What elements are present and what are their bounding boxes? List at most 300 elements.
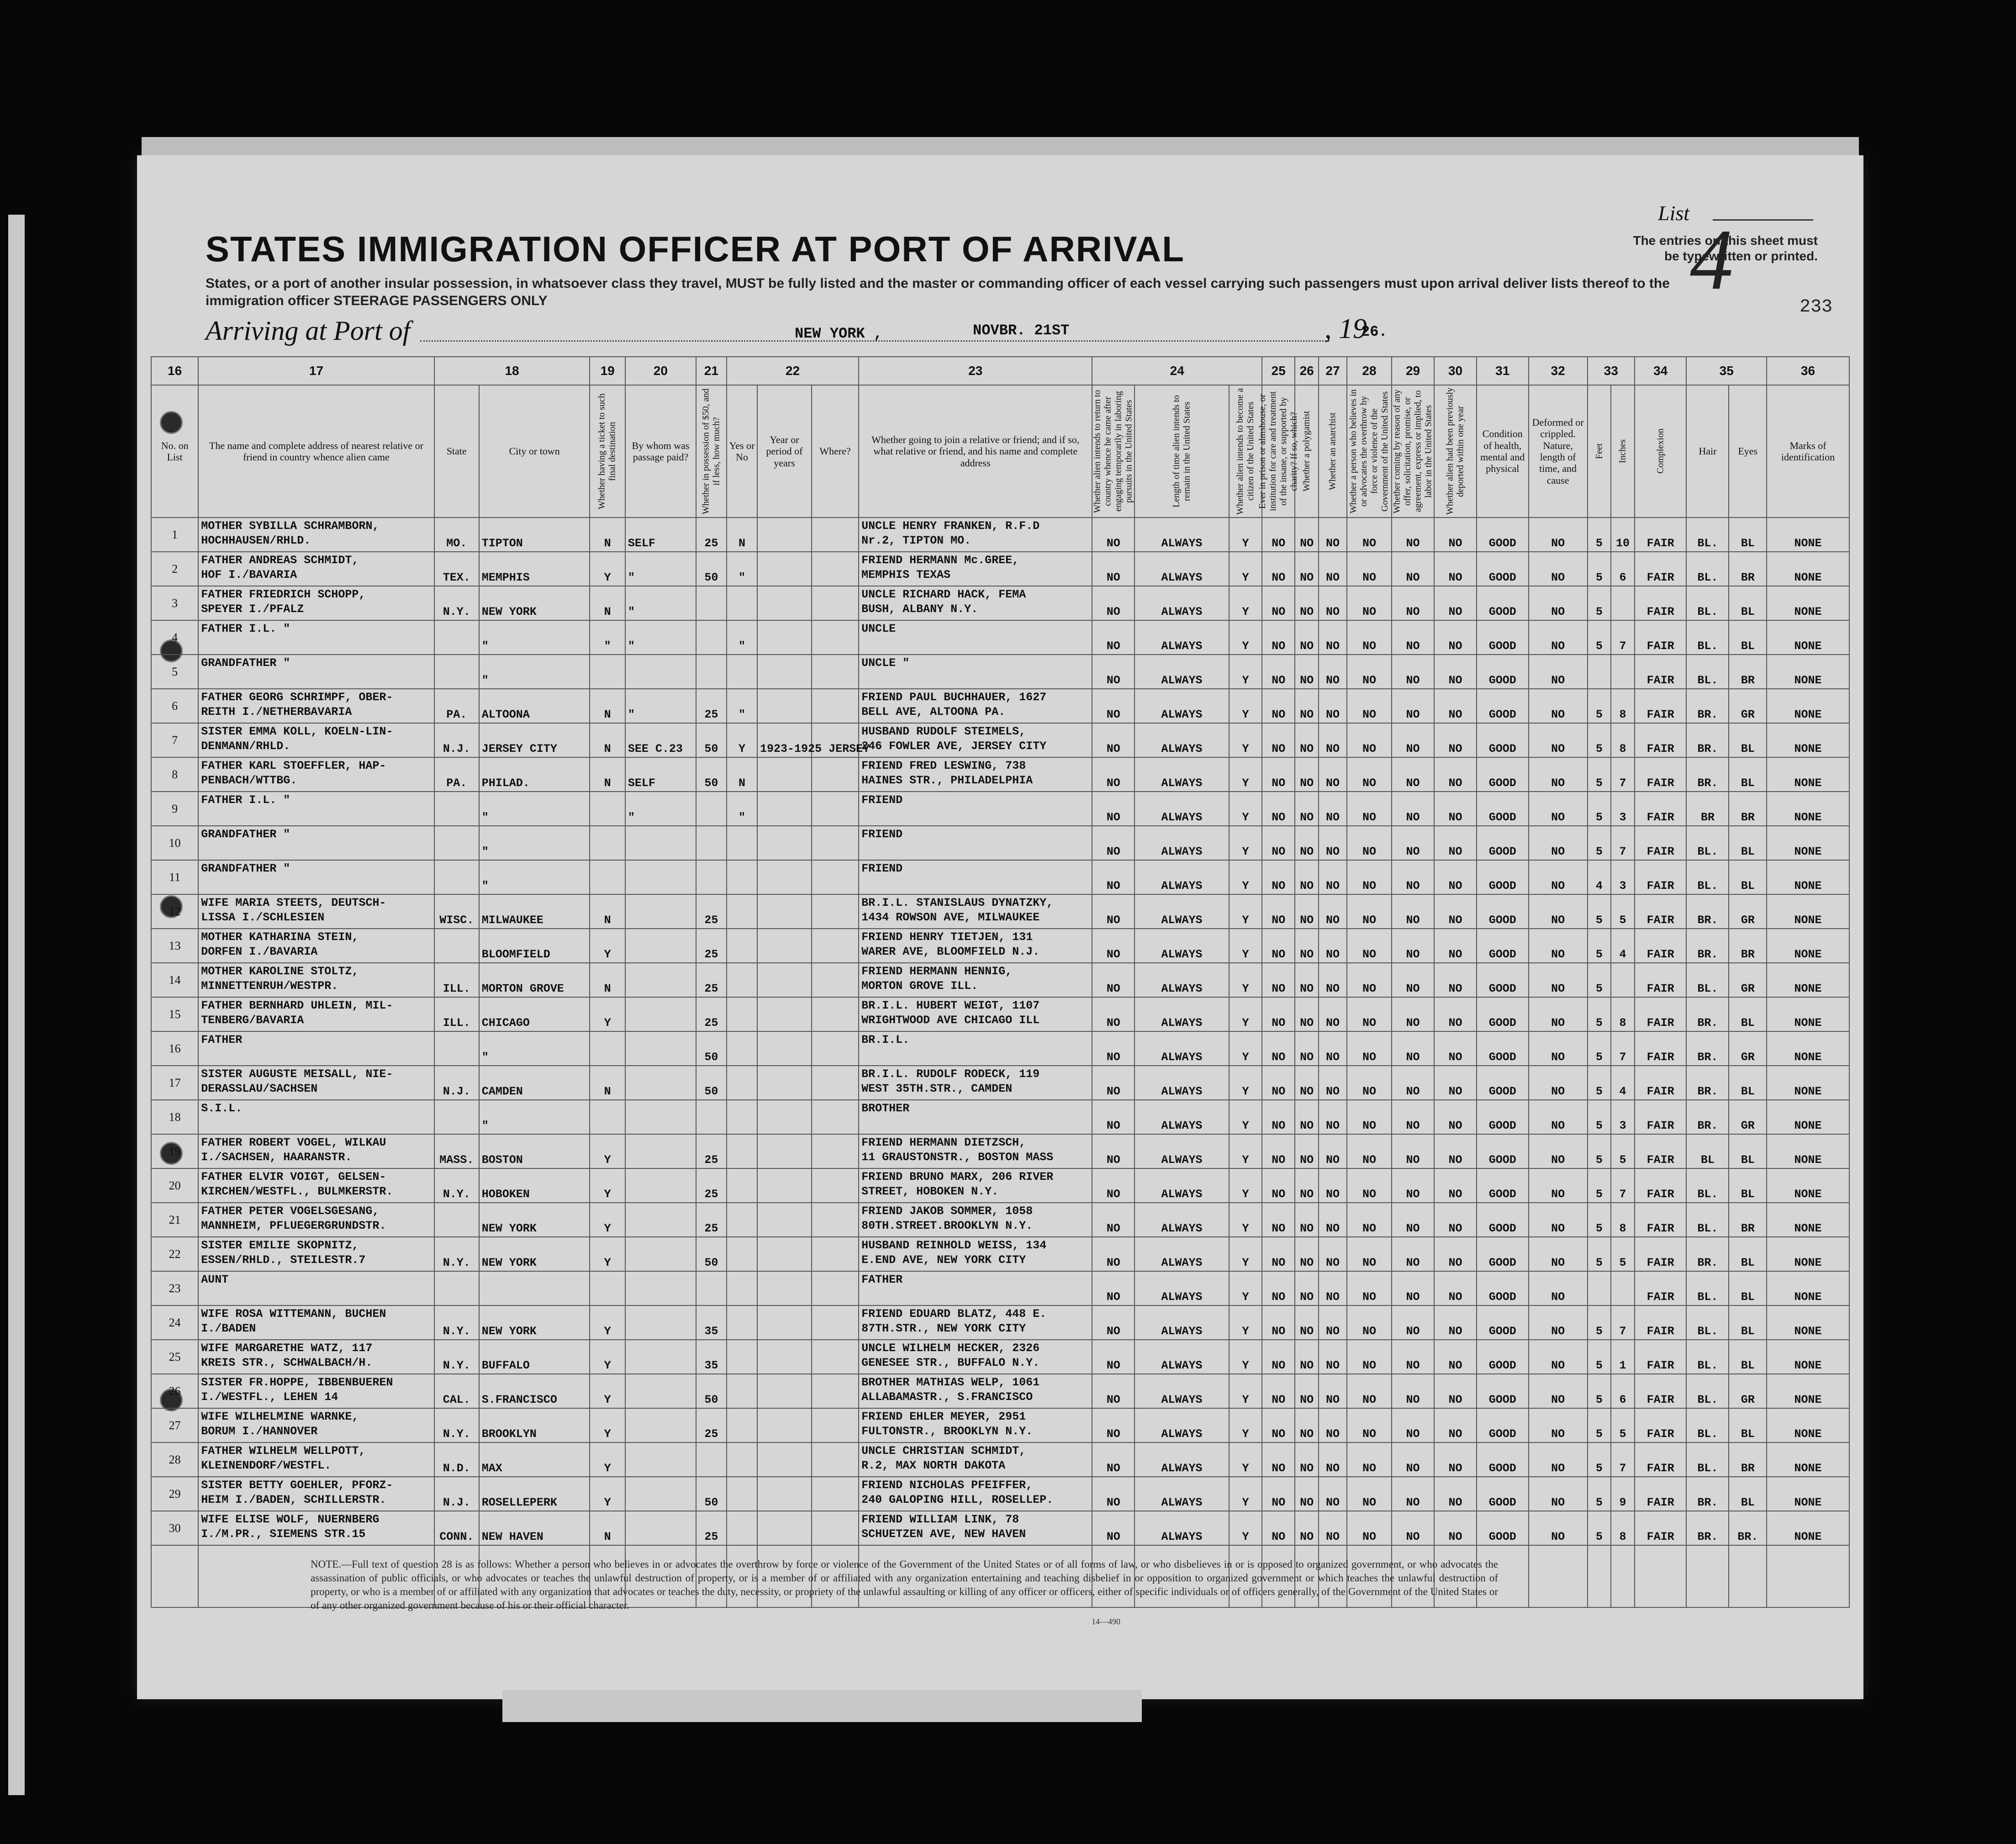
- cell-marks: NONE: [1767, 997, 1849, 1031]
- cell-no: 8: [151, 757, 198, 792]
- relative-line-2: ESSEN/RHLD., STEILESTR.7: [201, 1253, 366, 1267]
- cell-p25: NO: [1262, 1408, 1295, 1442]
- cell-ft: 5: [1588, 1340, 1611, 1374]
- cell-ft: 5: [1588, 1442, 1611, 1477]
- cell-marks: NONE: [1767, 1477, 1849, 1511]
- cell-p27: NO: [1319, 1340, 1347, 1374]
- cell-paid: [625, 1271, 696, 1305]
- cell-relative: [198, 552, 434, 586]
- cell-state: N.Y.: [434, 1340, 479, 1374]
- joining-line-1: FRIEND JAKOB SOMMER, 1058: [861, 1205, 1033, 1218]
- cell-ft: 5: [1588, 1408, 1611, 1442]
- cell-paid: [625, 1340, 696, 1374]
- cell-p26: NO: [1295, 620, 1319, 655]
- cell-def: NO: [1529, 792, 1588, 826]
- cell-ft: 5: [1588, 1168, 1611, 1203]
- table-row: [151, 655, 1849, 689]
- cell-def: NO: [1529, 1511, 1588, 1545]
- cell-marks: NONE: [1767, 963, 1849, 997]
- cell-inch: 8: [1611, 723, 1635, 757]
- cell-state: N.J.: [434, 1066, 479, 1100]
- cell-relative: [198, 1271, 434, 1305]
- cell-p28: NO: [1347, 1031, 1392, 1066]
- cell-no: 10: [151, 826, 198, 860]
- relative-line-2: REITH I./NETHERBAVARIA: [201, 705, 352, 719]
- joining-line-1: HUSBAND RUDOLF STEIMELS,: [861, 725, 1026, 738]
- cell-joining: [859, 586, 1092, 620]
- cell-p26: NO: [1295, 826, 1319, 860]
- cell-p27: NO: [1319, 1305, 1347, 1340]
- cell-p26: NO: [1295, 1408, 1319, 1442]
- cell-state: TEX.: [434, 552, 479, 586]
- cell-period: 1923-1925 JERSEY: [757, 723, 812, 757]
- column-number: 24: [1092, 357, 1262, 385]
- cell-no: 12: [151, 894, 198, 929]
- cell-comp: FAIR: [1635, 1134, 1687, 1168]
- cell-p28: NO: [1347, 518, 1392, 552]
- cell-ever: [727, 1203, 757, 1237]
- cell-ret: NO: [1092, 929, 1135, 963]
- relative-line-1: FATHER ROBERT VOGEL, WILKAU: [201, 1136, 386, 1149]
- cell-no: 25: [151, 1340, 198, 1374]
- cell-ever: [727, 1237, 757, 1271]
- cell-comp: FAIR: [1635, 689, 1687, 723]
- cell-ret: NO: [1092, 1203, 1135, 1237]
- cell-state: N.D.: [434, 1442, 479, 1477]
- cell-money: 50: [696, 757, 727, 792]
- cell-money: [696, 1442, 727, 1477]
- header-nearest-relative: The name and complete address of nearest relative or friend in country whence alien came: [198, 385, 434, 518]
- cell-len: ALWAYS: [1135, 894, 1229, 929]
- column-number: 27: [1319, 357, 1347, 385]
- cell-joining: [859, 1271, 1092, 1305]
- cell-paid: SELF: [625, 518, 696, 552]
- cell-ft: 5: [1588, 552, 1611, 586]
- cell-ever: [727, 894, 757, 929]
- cell-comp: FAIR: [1635, 997, 1687, 1031]
- cell-ft: 5: [1588, 518, 1611, 552]
- joining-line-2: SCHUETZEN AVE, NEW HAVEN: [861, 1527, 1026, 1541]
- cell-joining: [859, 792, 1092, 826]
- cell-state: MASS.: [434, 1134, 479, 1168]
- cell-inch: 7: [1611, 620, 1635, 655]
- cell-ticket: Y: [590, 1203, 625, 1237]
- cell-hair: BR.: [1686, 1477, 1729, 1511]
- cell-p29: NO: [1392, 723, 1434, 757]
- cell-paid: [625, 1134, 696, 1168]
- cell-p29: NO: [1392, 1511, 1434, 1545]
- cell-ever: [727, 997, 757, 1031]
- cell-state: N.Y.: [434, 1408, 479, 1442]
- cell-p25: NO: [1262, 1374, 1295, 1408]
- cell-money: 25: [696, 1511, 727, 1545]
- cell-cit: Y: [1229, 1237, 1262, 1271]
- cell-comp: FAIR: [1635, 1442, 1687, 1477]
- cell-ticket: Y: [590, 1477, 625, 1511]
- cell-hair: BR.: [1686, 894, 1729, 929]
- cell-money: [696, 586, 727, 620]
- cell-ft: 5: [1588, 1031, 1611, 1066]
- cell-state: [434, 929, 479, 963]
- cell-ever: ": [727, 620, 757, 655]
- cell-where: [812, 1511, 859, 1545]
- cell-period: [757, 1408, 812, 1442]
- cell-ft: 5: [1588, 1066, 1611, 1100]
- cell-len: ALWAYS: [1135, 1203, 1229, 1237]
- blank-cell: [1686, 1545, 1729, 1607]
- cell-p30: NO: [1434, 826, 1477, 860]
- header-polygamist: Whether a polygamist: [1295, 385, 1319, 518]
- cell-def: NO: [1529, 826, 1588, 860]
- cell-relative: [198, 723, 434, 757]
- cell-ticket: ": [590, 620, 625, 655]
- column-number: 31: [1477, 357, 1529, 385]
- cell-relative: [198, 860, 434, 894]
- cell-inch: 9: [1611, 1477, 1635, 1511]
- cell-p26: NO: [1295, 1031, 1319, 1066]
- cell-inch: 8: [1611, 1203, 1635, 1237]
- joining-line-1: FRIEND NICHOLAS PFEIFFER,: [861, 1479, 1033, 1492]
- cell-eyes: BR: [1729, 552, 1767, 586]
- cell-def: NO: [1529, 689, 1588, 723]
- cell-state: [434, 1100, 479, 1134]
- cell-cit: Y: [1229, 826, 1262, 860]
- relative-line-2: HOCHHAUSEN/RHLD.: [201, 534, 311, 547]
- cell-p28: NO: [1347, 1477, 1392, 1511]
- cell-cit: Y: [1229, 929, 1262, 963]
- cell-state: MO.: [434, 518, 479, 552]
- cell-comp: FAIR: [1635, 655, 1687, 689]
- cell-p29: NO: [1392, 757, 1434, 792]
- cell-p29: NO: [1392, 518, 1434, 552]
- cell-relative: [198, 792, 434, 826]
- cell-hair: BR.: [1686, 1100, 1729, 1134]
- cell-money: [696, 655, 727, 689]
- column-number: 26: [1295, 357, 1319, 385]
- header-deported: Whether alien had been previously deported within one year: [1434, 385, 1477, 518]
- joining-line-2: FATHER: [861, 1273, 903, 1286]
- cell-inch: 7: [1611, 826, 1635, 860]
- cell-p30: NO: [1434, 792, 1477, 826]
- cell-city: NEW HAVEN: [479, 1511, 590, 1545]
- cell-ticket: Y: [590, 1374, 625, 1408]
- cell-eyes: BL: [1729, 1134, 1767, 1168]
- cell-marks: NONE: [1767, 518, 1849, 552]
- cell-p28: NO: [1347, 655, 1392, 689]
- cell-hair: BL.: [1686, 1168, 1729, 1203]
- joining-line-2: FRIEND: [861, 793, 903, 807]
- cell-where: [812, 1374, 859, 1408]
- cell-ever: [727, 1066, 757, 1100]
- cell-relative: [198, 1305, 434, 1340]
- table-row: [151, 1511, 1849, 1545]
- cell-paid: [625, 1408, 696, 1442]
- cell-comp: FAIR: [1635, 1408, 1687, 1442]
- cell-p27: NO: [1319, 997, 1347, 1031]
- cell-eyes: BL: [1729, 1340, 1767, 1374]
- cell-ret: NO: [1092, 1511, 1135, 1545]
- cell-where: [812, 1477, 859, 1511]
- cell-ticket: [590, 792, 625, 826]
- cell-ft: 5: [1588, 894, 1611, 929]
- relative-line-2: I./SACHSEN, HAARANSTR.: [201, 1151, 352, 1164]
- cell-ticket: N: [590, 894, 625, 929]
- joining-line-1: FRIEND FRED LESWING, 738: [861, 759, 1026, 772]
- cell-paid: [625, 1237, 696, 1271]
- cell-ft: 5: [1588, 1511, 1611, 1545]
- cell-p29: NO: [1392, 1168, 1434, 1203]
- cell-comp: FAIR: [1635, 826, 1687, 860]
- cell-period: [757, 826, 812, 860]
- cell-ticket: Y: [590, 1305, 625, 1340]
- cell-where: [812, 1340, 859, 1374]
- cell-period: [757, 1237, 812, 1271]
- header-length-of-time: Length of time alien intends to remain in the United States: [1135, 385, 1229, 518]
- cell-city: MORTON GROVE: [479, 963, 590, 997]
- header-eyes: Eyes: [1729, 385, 1767, 518]
- cell-def: NO: [1529, 1066, 1588, 1100]
- joining-line-1: BR.I.L. RUDOLF RODECK, 119: [861, 1067, 1040, 1081]
- cell-p26: NO: [1295, 1511, 1319, 1545]
- joining-line-2: BUSH, ALBANY N.Y.: [861, 602, 978, 616]
- relative-line-2: GRANDFATHER ": [201, 862, 290, 875]
- cell-p27: NO: [1319, 757, 1347, 792]
- cell-health: GOOD: [1477, 792, 1529, 826]
- cell-def: NO: [1529, 997, 1588, 1031]
- cell-p25: NO: [1262, 963, 1295, 997]
- cell-period: [757, 929, 812, 963]
- column-number: 20: [625, 357, 696, 385]
- cell-len: ALWAYS: [1135, 1408, 1229, 1442]
- cell-ticket: N: [590, 963, 625, 997]
- cell-ever: Y: [727, 723, 757, 757]
- arrival-year-suffix: 26.: [1361, 323, 1388, 340]
- cell-p30: NO: [1434, 1477, 1477, 1511]
- joining-line-1: FRIEND PAUL BUCHHAUER, 1627: [861, 691, 1047, 704]
- cell-ever: N: [727, 757, 757, 792]
- joining-line-2: HAINES STR., PHILADELPHIA: [861, 774, 1033, 787]
- table-row: [151, 1066, 1849, 1100]
- cell-p27: NO: [1319, 1237, 1347, 1271]
- cell-health: GOOD: [1477, 826, 1529, 860]
- cell-cit: Y: [1229, 757, 1262, 792]
- joining-line-2: Nr.2, TIPTON MO.: [861, 534, 971, 547]
- cell-period: [757, 552, 812, 586]
- header-money: Whether in possession of $50, and if less, how much?: [696, 385, 727, 518]
- cell-no: 24: [151, 1305, 198, 1340]
- cell-inch: 7: [1611, 1305, 1635, 1340]
- cell-city: NEW YORK: [479, 1305, 590, 1340]
- cell-len: ALWAYS: [1135, 997, 1229, 1031]
- cell-def: NO: [1529, 894, 1588, 929]
- cell-p26: NO: [1295, 757, 1319, 792]
- cell-comp: FAIR: [1635, 963, 1687, 997]
- cell-cit: Y: [1229, 860, 1262, 894]
- blank-cell: [1529, 1545, 1588, 1607]
- cell-ret: NO: [1092, 792, 1135, 826]
- cell-city: NEW YORK: [479, 1237, 590, 1271]
- cell-eyes: BR: [1729, 929, 1767, 963]
- cell-p26: NO: [1295, 894, 1319, 929]
- blank-cell: [1588, 1545, 1611, 1607]
- cell-p30: NO: [1434, 997, 1477, 1031]
- cell-ft: [1588, 655, 1611, 689]
- cell-p27: NO: [1319, 586, 1347, 620]
- cell-p30: NO: [1434, 655, 1477, 689]
- cell-marks: NONE: [1767, 860, 1849, 894]
- cell-city: BROOKLYN: [479, 1408, 590, 1442]
- column-number: 29: [1392, 357, 1434, 385]
- cell-city: ALTOONA: [479, 689, 590, 723]
- cell-p26: NO: [1295, 689, 1319, 723]
- cell-state: N.Y.: [434, 1237, 479, 1271]
- cell-p25: NO: [1262, 552, 1295, 586]
- cell-period: [757, 620, 812, 655]
- cell-cit: Y: [1229, 655, 1262, 689]
- cell-marks: NONE: [1767, 826, 1849, 860]
- cell-joining: [859, 1408, 1092, 1442]
- joining-line-1: BR.I.L. HUBERT WEIGT, 1107: [861, 999, 1040, 1012]
- cell-paid: [625, 1374, 696, 1408]
- cell-cit: Y: [1229, 1340, 1262, 1374]
- table-row: [151, 1408, 1849, 1442]
- cell-health: GOOD: [1477, 1066, 1529, 1100]
- cell-ret: NO: [1092, 552, 1135, 586]
- cell-p28: NO: [1347, 997, 1392, 1031]
- cell-inch: 4: [1611, 929, 1635, 963]
- cell-joining: [859, 1134, 1092, 1168]
- table-row: [151, 757, 1849, 792]
- cell-paid: [625, 1477, 696, 1511]
- cell-p30: NO: [1434, 963, 1477, 997]
- cell-p29: NO: [1392, 1203, 1434, 1237]
- cell-p25: NO: [1262, 620, 1295, 655]
- cell-no: 18: [151, 1100, 198, 1134]
- cell-relative: [198, 1066, 434, 1100]
- cell-no: 23: [151, 1271, 198, 1305]
- cell-ticket: Y: [590, 1340, 625, 1374]
- joining-line-2: GENESEE STR., BUFFALO N.Y.: [861, 1356, 1040, 1369]
- cell-inch: [1611, 1271, 1635, 1305]
- cell-ret: NO: [1092, 826, 1135, 860]
- cell-p28: NO: [1347, 1168, 1392, 1203]
- cell-inch: 1: [1611, 1340, 1635, 1374]
- cell-where: [812, 1271, 859, 1305]
- cell-inch: [1611, 586, 1635, 620]
- cell-hair: BL.: [1686, 1374, 1729, 1408]
- cell-ever: [727, 1134, 757, 1168]
- cell-ret: NO: [1092, 1442, 1135, 1477]
- cell-p27: NO: [1319, 963, 1347, 997]
- cell-p27: NO: [1319, 1477, 1347, 1511]
- cell-relative: [198, 1134, 434, 1168]
- cell-joining: [859, 1237, 1092, 1271]
- cell-ret: NO: [1092, 1031, 1135, 1066]
- cell-city: NEW YORK: [479, 586, 590, 620]
- cell-def: NO: [1529, 1442, 1588, 1477]
- cell-p28: NO: [1347, 1066, 1392, 1100]
- cell-p28: NO: [1347, 689, 1392, 723]
- cell-p30: NO: [1434, 723, 1477, 757]
- cell-money: 50: [696, 1237, 727, 1271]
- cell-ever: ": [727, 552, 757, 586]
- cell-def: NO: [1529, 929, 1588, 963]
- cell-ticket: N: [590, 757, 625, 792]
- cell-len: ALWAYS: [1135, 1374, 1229, 1408]
- cell-health: GOOD: [1477, 655, 1529, 689]
- cell-cit: Y: [1229, 1203, 1262, 1237]
- cell-p30: NO: [1434, 894, 1477, 929]
- cell-inch: 10: [1611, 518, 1635, 552]
- cell-cit: Y: [1229, 1408, 1262, 1442]
- table-row: [151, 1271, 1849, 1305]
- cell-city: ROSELLEPERK: [479, 1477, 590, 1511]
- relative-line-2: HOF I./BAVARIA: [201, 568, 297, 581]
- cell-eyes: GR: [1729, 1031, 1767, 1066]
- cell-cit: Y: [1229, 894, 1262, 929]
- cell-period: [757, 1305, 812, 1340]
- cell-p27: NO: [1319, 1511, 1347, 1545]
- cell-p28: NO: [1347, 792, 1392, 826]
- cell-no: 11: [151, 860, 198, 894]
- cell-hair: BL.: [1686, 620, 1729, 655]
- cell-paid: [625, 894, 696, 929]
- cell-hair: BL.: [1686, 655, 1729, 689]
- cell-health: GOOD: [1477, 1237, 1529, 1271]
- cell-p30: NO: [1434, 689, 1477, 723]
- cell-len: ALWAYS: [1135, 1134, 1229, 1168]
- cell-ret: NO: [1092, 894, 1135, 929]
- cell-health: GOOD: [1477, 1100, 1529, 1134]
- cell-city: ": [479, 1100, 590, 1134]
- list-note: The entries on this sheet must be typewritten or printed.: [1633, 233, 1818, 263]
- cell-ticket: [590, 1031, 625, 1066]
- cell-where: [812, 860, 859, 894]
- column-number: 34: [1635, 357, 1687, 385]
- column-number: 25: [1262, 357, 1295, 385]
- column-number: 32: [1529, 357, 1588, 385]
- cell-len: ALWAYS: [1135, 1305, 1229, 1340]
- cell-p29: NO: [1392, 1477, 1434, 1511]
- cell-p25: NO: [1262, 655, 1295, 689]
- cell-p28: NO: [1347, 1511, 1392, 1545]
- joining-line-1: UNCLE CHRISTIAN SCHMIDT,: [861, 1444, 1026, 1458]
- cell-joining: [859, 655, 1092, 689]
- cell-health: GOOD: [1477, 552, 1529, 586]
- cell-where: [812, 826, 859, 860]
- cell-hair: BL.: [1686, 1340, 1729, 1374]
- cell-p30: NO: [1434, 1203, 1477, 1237]
- relative-line-1: SISTER FR.HOPPE, IBBENBUEREN: [201, 1376, 393, 1389]
- cell-eyes: BR: [1729, 1203, 1767, 1237]
- cell-comp: FAIR: [1635, 1203, 1687, 1237]
- relative-line-1: FATHER KARL STOEFFLER, HAP-: [201, 759, 386, 772]
- cell-where: [812, 929, 859, 963]
- cell-p25: NO: [1262, 1305, 1295, 1340]
- cell-marks: NONE: [1767, 929, 1849, 963]
- cell-p25: NO: [1262, 689, 1295, 723]
- cell-cit: Y: [1229, 1271, 1262, 1305]
- cell-def: NO: [1529, 1237, 1588, 1271]
- cell-where: [812, 1134, 859, 1168]
- joining-line-1: FRIEND EDUARD BLATZ, 448 E.: [861, 1307, 1047, 1321]
- relative-line-1: MOTHER KATHARINA STEIN,: [201, 930, 359, 944]
- cell-comp: FAIR: [1635, 894, 1687, 929]
- joining-line-2: STREET, HOBOKEN N.Y.: [861, 1185, 999, 1198]
- cell-city: S.FRANCISCO: [479, 1374, 590, 1408]
- cell-no: 1: [151, 518, 198, 552]
- cell-joining: [859, 757, 1092, 792]
